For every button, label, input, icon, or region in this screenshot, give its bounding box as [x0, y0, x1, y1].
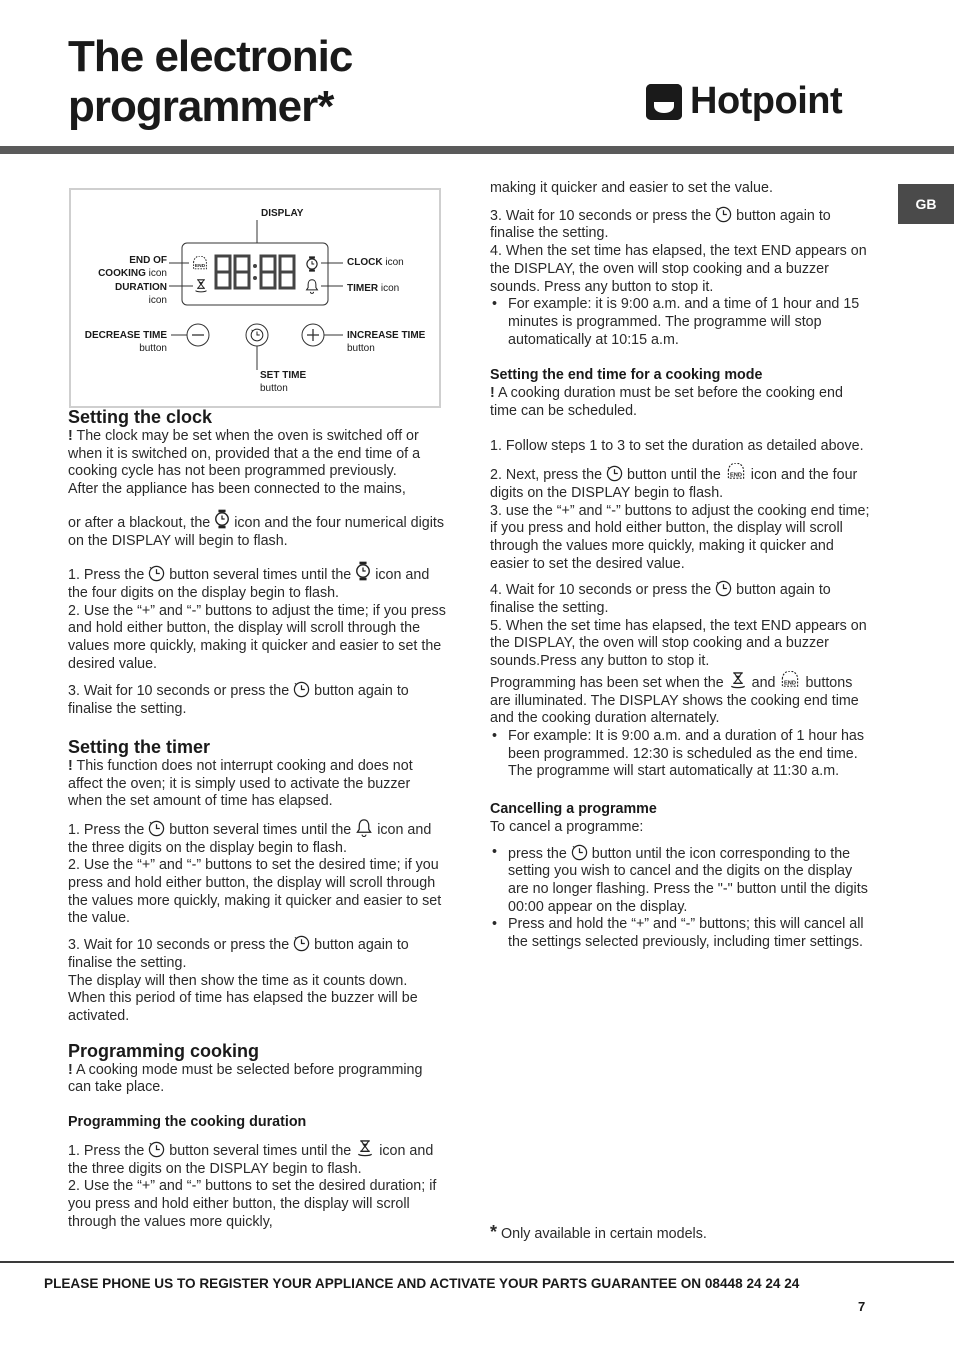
brand-name: Hotpoint [690, 80, 843, 122]
end-step-5: 5. When the set time has elapsed, the text END appears on the DISPLAY, the oven will stop cooking and a buzzer sounds.Press any button to stop it. [490, 617, 867, 670]
set-time-button-icon [293, 681, 310, 698]
programming-cooking-heading: Programming cooking [68, 1040, 260, 1061]
end-step-1: 1. Follow steps 1 to 3 to set the duration as detailed above. [490, 438, 864, 455]
end-step-3: 3. use the “+” and “-” buttons to adjust the cooking end time; if you press and hold either button, the display will scroll through the values more quickly, making it quicker and easier to set the desired value. [490, 502, 870, 572]
set-time-button-icon [148, 1141, 165, 1158]
hotpoint-logo-icon [646, 84, 682, 120]
display-label: DISPLAY [261, 208, 304, 219]
end-of-cooking-label: END OF COOKING icon [98, 255, 167, 279]
timer-note: ! This function does not interrupt cooking and does not affect the oven; it is simply used to activate the buzzer when the set amount of time has elapsed. [68, 757, 413, 810]
bell-icon [355, 818, 373, 837]
increase-time-label: INCREASE TIME button [347, 330, 426, 354]
prog-step-1: 1. Press the button several times until the icon and the three digits on the DISPLAY begin to flash. [68, 1139, 446, 1178]
end-illuminated: Programming has been set when the and buttons are illuminated. The DISPLAY shows the cooking end time and the cooking duration alternately. [490, 671, 870, 728]
clock-label: CLOCK icon [347, 257, 404, 268]
cancel-bullet-1: • press the button until the icon corresponding to the setting you wish to cancel and the digits on the display are no longer flashing. Press the "-" button until the digits 00:00 appear on the display. [490, 844, 870, 917]
brand-logo [646, 80, 842, 123]
clock-step-2: 2. Use the “+” and “-” buttons to adjust the time; if you press and hold either button, the display will scroll through the values more quickly, making it quicker and easier to set the desired value. [68, 602, 446, 672]
cancel-subheading: Cancelling a programme [490, 801, 657, 818]
control-panel-diagram [69, 188, 441, 408]
timer-step-3: 3. Wait for 10 seconds or press the button again to finalise the setting. [68, 937, 409, 971]
right-column [490, 180, 870, 952]
timer-step-2: 2. Use the “+” and “-” buttons to set the desired time; if you press and hold either button, the display will scroll through the values more quickly, making it quicker and easier to set the value. [68, 857, 442, 927]
set-time-button-icon [715, 206, 732, 223]
clock-step-1: 1. Press the button several times until the icon and the four digits on the display begin to flash. [68, 560, 446, 602]
timer-step-1: 1. Press the button several times until the icon and the three digits on the display begin to flash. [68, 818, 446, 857]
page-title [68, 32, 352, 132]
hourglass-icon [355, 1139, 375, 1158]
duration-step-3: 3. Wait for 10 seconds or press the button again to finalise the setting. [490, 207, 831, 242]
end-note: ! A cooking duration must be set before the cooking end time can be scheduled. [490, 385, 843, 419]
clock-note: ! The clock may be set when the oven is switched off or when it is switched on, provided that a the end time of a cooking cycle has not been programmed previously. [68, 428, 421, 480]
timer-countdown: The display will then show the time as it counts down. When this period of time has elapsed the buzzer will be activated. [68, 972, 418, 1024]
duration-label: DURATION icon [114, 282, 167, 306]
end-step-2: 2. Next, press the button until the icon and the four digits on the DISPLAY begin to flash. [490, 463, 870, 502]
timer-label: TIMER icon [347, 283, 400, 294]
clock-after-mains: After the appliance has been connected to the mains, [68, 481, 406, 498]
prog-duration-subheading: Programming the cooking duration [68, 1114, 307, 1131]
decrease-time-label: DECREASE TIME button [84, 330, 167, 354]
end-icon [725, 463, 747, 482]
prog-step-2: 2. Use the “+” and “-” buttons to set the desired duration; if you press and hold either button, the display will scroll through the values more quickly, [68, 1178, 437, 1230]
setting-timer-heading: Setting the timer [68, 736, 211, 757]
language-tab: GB [898, 184, 954, 224]
set-time-button-icon [606, 465, 623, 482]
end-icon [779, 671, 801, 690]
set-time-label: SET TIME button [260, 370, 307, 394]
end-example: • For example: It is 9:00 a.m. and a duration of 1 hour has been programmed. 12:30 is scheduled as the end time. The programme will start automatically at 11:30 a.m. [490, 728, 870, 781]
header-rule [0, 146, 954, 154]
clock-watch-icon [355, 560, 371, 582]
set-time-button-icon [148, 565, 165, 582]
page-number: 7 [858, 1299, 866, 1314]
prog-note: ! A cooking mode must be selected before programming can take place. [68, 1061, 423, 1096]
clock-watch-icon [214, 508, 230, 530]
set-time-button-icon [293, 935, 310, 952]
registration-banner: PLEASE PHONE US TO REGISTER YOUR APPLIANCE AND ACTIVATE YOUR PARTS GUARANTEE ON 08448 24 24 24 [44, 1276, 800, 1291]
set-time-button-icon [715, 580, 732, 597]
end-time-subheading: Setting the end time for a cooking mode [490, 367, 763, 384]
duration-continued: making it quicker and easier to set the value. [490, 180, 773, 196]
set-time-button-icon [148, 820, 165, 837]
hourglass-icon [728, 671, 748, 690]
title-line-1: The electronic [68, 32, 353, 81]
duration-example: • For example: it is 9:00 a.m. and a time of 1 hour and 15 minutes is programmed. The programme will stop automatically at 10:15 a.m. [490, 296, 870, 349]
clock-blackout: or after a blackout, the icon and the four numerical digits on the DISPLAY will begin to flash. [68, 508, 446, 550]
title-line-2: programmer* [68, 82, 334, 131]
cancel-bullet-2: • Press and hold the “+” and “-” buttons; this will cancel all the settings selected previously, including timer settings. [490, 916, 870, 951]
footnote: * Only available in certain models. [490, 1222, 707, 1242]
footer-rule [0, 1261, 954, 1263]
cancel-intro: To cancel a programme: [490, 818, 644, 835]
duration-step-4: 4. When the set time has elapsed, the text END appears on the DISPLAY, the oven will stop cooking and a buzzer sounds. Press any button to stop it. [490, 243, 867, 295]
left-column [68, 406, 446, 1231]
setting-clock-heading: Setting the clock [68, 407, 213, 427]
set-time-button-icon [571, 844, 588, 861]
clock-step-3: 3. Wait for 10 seconds or press the button again to finalise the setting. [68, 683, 409, 718]
end-step-4: 4. Wait for 10 seconds or press the button again to finalise the setting. [490, 582, 831, 617]
